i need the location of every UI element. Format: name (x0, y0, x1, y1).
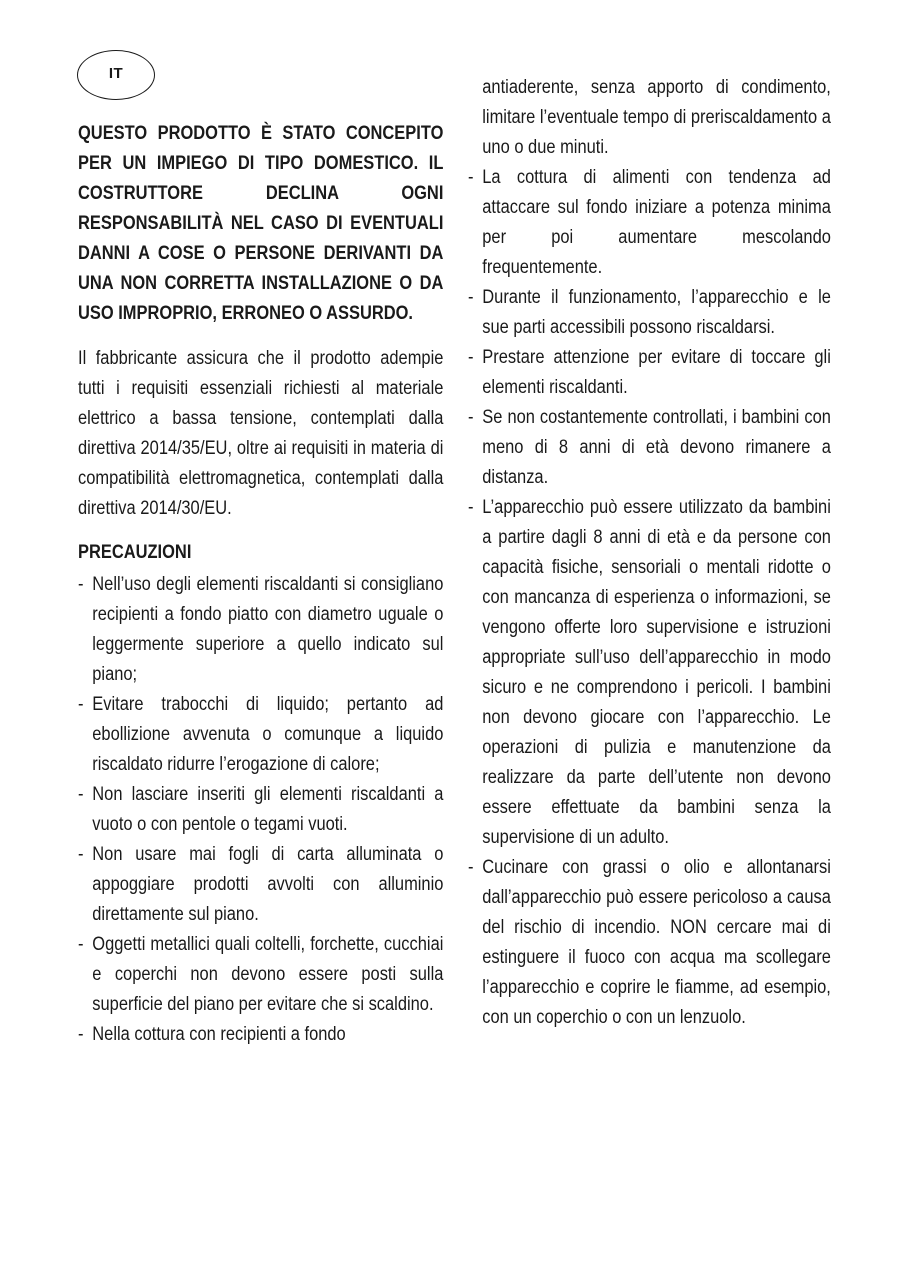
warning-notice: QUESTO PRODOTTO È STATO CONCEPITO PER UN IMPIEGO DI TIPO DOMESTICO. IL COSTRUTTORE DECLINA OGNI RESPONSABILITÀ NEL CASO DI EVENTUALI DANNI A COSE O PERSONE DERIVANTI DA UNA NON CORRETTA INSTALLAZIONE O DA USO IMPROPRIO, ERRONEO O ASSURDO. (78, 122, 444, 324)
left-column (78, 118, 443, 1049)
precautions-heading: PRECAUZIONI (78, 541, 192, 563)
precaution-item: - Non usare mai fogli di carta alluminata o appoggiare prodotti avvolti con alluminio direttamente sul piano. (78, 839, 443, 929)
precaution-item: - L’apparecchio può essere utilizzato da bambini a partire dagli 8 anni di età e da persone con capacità fisiche, sensoriali o mentali ridotte o con mancanza di esperienza o informazioni, se vengono offerte loro supervisione e istruzioni appropriate sull’uso dell’apparecchio in modo sicuro e ne comprendono i pericoli. I bambini non devono giocare con l’apparecchio. Le operazioni di pulizia e manutenzione da realizzare da parte dell’utente non devono essere effettuate da bambini senza la supervisione di un adulto. (468, 492, 831, 852)
compliance-paragraph: Il fabbricante assicura che il prodotto adempie tutti i requisiti essenziali richiesti al materiale elettrico a bassa tensione, contemplati dalla direttiva 2014/35/EU, oltre ai requisiti in materia di compatibilità elettromagnetica, contemplati dalla direttiva 2014/30/EU. (78, 347, 444, 519)
precaution-item: - Cucinare con grassi o olio e allontanarsi dall’apparecchio può essere pericoloso a causa del rischio di incendio. NON cercare mai di estinguere il fuoco con acqua ma scollegare l’apparecchio e coprire le fiamme, ad esempio, con un coperchio o con un lenzuolo. (468, 852, 831, 1032)
precaution-item: - Durante il funzionamento, l’apparecchio e le sue parti accessibili possono riscaldarsi. (468, 282, 831, 342)
precaution-item: - Prestare attenzione per evitare di toccare gli elementi riscaldanti. (468, 342, 831, 402)
precaution-item: - Evitare trabocchi di liquido; pertanto ad ebollizione avvenuta o comunque a liquido riscaldato ridurre l’erogazione di calore; (78, 689, 443, 779)
language-badge: IT (77, 50, 155, 100)
right-column (468, 72, 831, 1032)
precaution-item: - La cottura di alimenti con tendenza ad attaccare sul fondo iniziare a potenza minima per poi aumentare mescolando frequentemente. (468, 162, 831, 282)
precaution-item: - Oggetti metallici quali coltelli, forchette, cucchiai e coperchi non devono essere posti sulla superficie del piano per evitare che si scaldino. (78, 929, 443, 1019)
precautions-list-right (468, 162, 831, 1032)
precaution-item: - Nella cottura con recipienti a fondo (78, 1019, 443, 1049)
precaution-item-continuation: antiaderente, senza apporto di condimento, limitare l’eventuale tempo di preriscaldamento a uno o due minuti. (482, 76, 831, 158)
precaution-item: - Se non costantemente controllati, i bambini con meno di 8 anni di età devono rimanere a distanza. (468, 402, 831, 492)
precaution-item: - Nell’uso degli elementi riscaldanti si consigliano recipienti a fondo piatto con diametro uguale o leggermente superiore a quello indicato sul piano; (78, 569, 443, 689)
precaution-item: - Non lasciare inseriti gli elementi riscaldanti a vuoto o con pentole o tegami vuoti. (78, 779, 443, 839)
precautions-list-left (78, 569, 443, 1049)
